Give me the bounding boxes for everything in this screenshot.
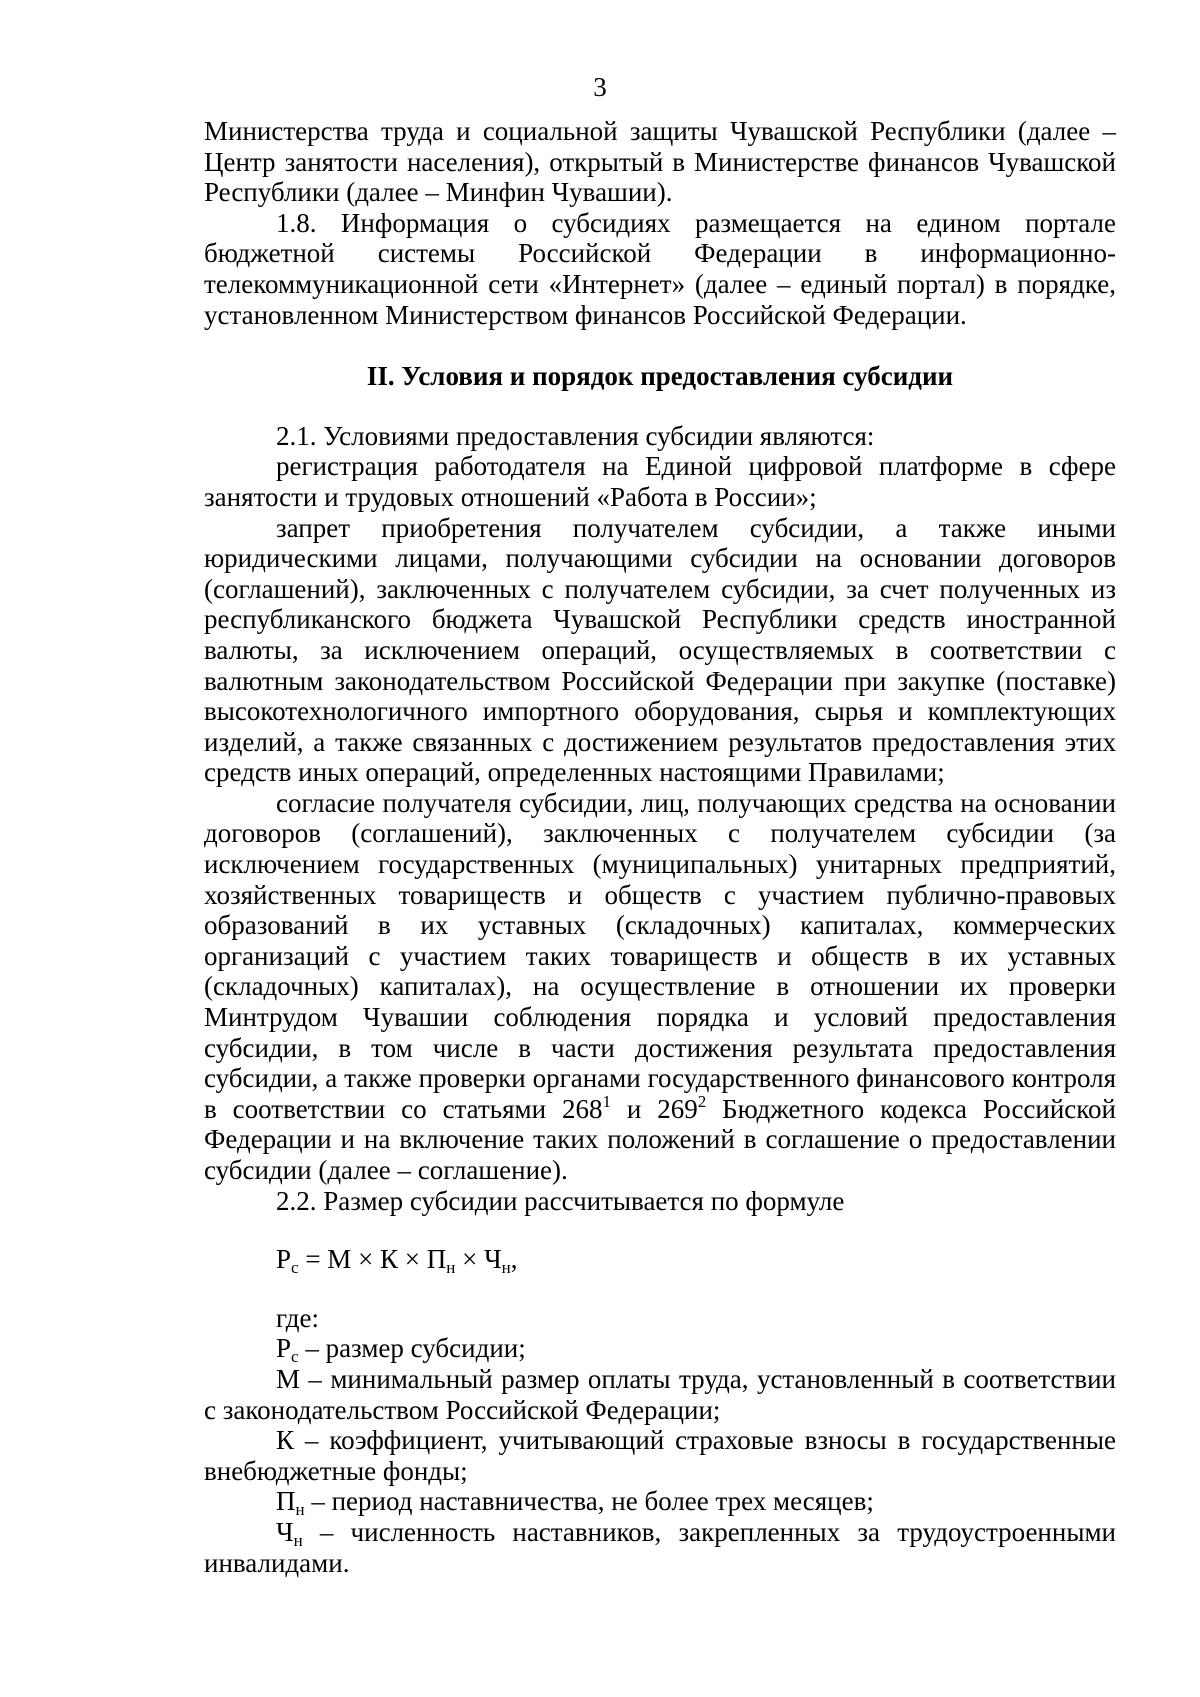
consent-text-2: Бюджетного кодекса Российской Федерации и на включение таких положений в соглашение о предоставлении субсидии (далее – соглашение).	[204, 1093, 1116, 1185]
paragraph-registration: регистрация работодателя на Единой цифровой платформе в сфере занятости и трудовых отношений «Работа в России»;	[204, 451, 1116, 512]
paragraph-ministry-continuation: Министерства труда и социальной защиты Чувашской Республики (далее – Центр занятости населения), открытый в Министерстве финансов Чувашской Республики (далее – Минфин Чувашии).	[204, 116, 1116, 208]
section-heading: II. Условия и порядок предоставления субсидии	[366, 361, 954, 392]
consent-and: и	[610, 1093, 658, 1124]
definition-m: М – минимальный размер оплаты труда, установленный в соответствии с законодательством Российской Федерации;	[204, 1363, 1116, 1425]
paragraph-currency-ban: запрет приобретения получателем субсидии, а также иными юридическими лицами, получающими субсидии на основании договоров (соглашений), заключенных с получателем субсидии, за счет полученных из республиканского бюджета Чувашской Республики средств иностранной валюты, за исключением операций, осуществляемых в соответствии с валютным законодательством Российской Федерации при закупке (поставке) высокотехнологичного импортного оборудования, сырья и комплектующих изделий, а также связанных с достижением результатов предоставления этих средств иных операций, определенных настоящими Правилами;	[204, 512, 1116, 788]
document-body	[204, 116, 1116, 1578]
article-269-sup: 2	[697, 1091, 707, 1111]
paragraph-2-2: 2.2. Размер субсидии рассчитывается по формуле	[276, 1185, 845, 1216]
definition-pc: $Р_с$ – размер субсидии;	[276, 1333, 526, 1367]
paragraph-consent	[204, 788, 1116, 1186]
definition-ch: $Ч_н$ – численность наставников, закрепленных за трудоустроенными инвалидами.	[204, 1516, 1116, 1578]
definition-k: К – коэффициент, учитывающий страховые взносы в государственные внебюджетные фонды;	[204, 1425, 1116, 1486]
paragraph-2-1: 2.1. Условиями предоставления субсидии являются:	[276, 420, 875, 451]
page-number: 3	[593, 72, 607, 102]
paragraph-1-8: 1.8. Информация о субсидиях размещается на едином портале бюджетной системы Российской Федерации в информационно-телекоммуникационной сети «Интернет» (далее – единый портал) в порядке, установленном Министерством финансов Российской Федерации.	[204, 207, 1116, 330]
where-label: где:	[276, 1302, 319, 1333]
consent-text-1: согласие получателя субсидии, лиц, получающих средства на основании договоров (соглашений), заключенных с получателем субсидии (за исключением государственных (муниципальных) унитарных предприятий, хозяйственных товариществ и обществ с участием публично-правовых образований в их уставных (складочных) капиталах, коммерческих организаций с участием таких товариществ и обществ в их уставных (складочных) капиталах), на осуществление в отношении их проверки Минтрудом Чувашии соблюдения порядка и условий предоставления субсидии, в том числе в части достижения результата предоставления субсидии, а также проверки органами государственного финансового контроля в соответствии со статьями	[204, 787, 1116, 1124]
definition-pn: $П_н$ – период наставничества, не более трех месяцев;	[276, 1486, 874, 1520]
article-268: 268	[561, 1093, 603, 1124]
article-269: 269	[657, 1093, 698, 1124]
subsidy-formula: $Р_с = М \times К \times П_н \times Ч_н$,	[276, 1244, 518, 1278]
article-268-sup: 1	[602, 1091, 611, 1111]
